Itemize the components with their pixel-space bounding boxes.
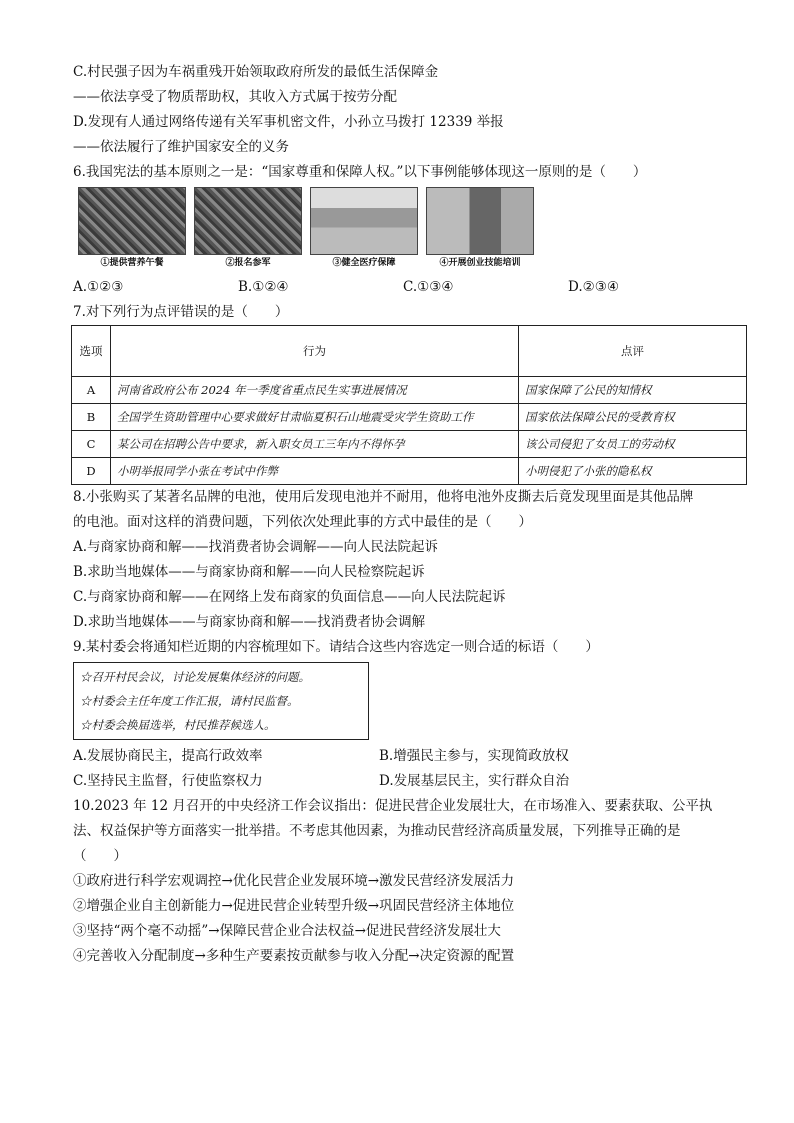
q9-option-b[interactable]: B.增强民主参与，实现简政放权	[379, 748, 569, 764]
q7-row-b-option: B	[72, 404, 111, 431]
q7-row-c-comment: 该公司侵犯了女员工的劳动权	[519, 431, 747, 458]
q6-photo-strip	[79, 187, 733, 269]
q10-item-4: ④完善收入分配制度→多种生产要素按贡献参与收入分配→决定资源的配置	[73, 948, 515, 964]
q8-option-c[interactable]: C.与商家协商和解——在网络上发布商家的负面信息——向人民法院起诉	[73, 589, 506, 605]
q9-notice-item-2: ☆村委会主任年度工作汇报，请村民监督。	[80, 694, 299, 708]
exam-page	[73, 60, 733, 969]
q8-option-b[interactable]: B.求助当地媒体——与商家协商和解——向人民检察院起诉	[73, 564, 425, 580]
q9-option-d[interactable]: D.发展基层民主，实行群众自治	[379, 773, 570, 789]
q9-stem: 9.某村委会将通知栏近期的内容梳理如下。请结合这些内容选定一则合适的标语（ ）	[73, 639, 599, 655]
q6-photo-3-caption: ③健全医疗保障	[332, 258, 396, 268]
table-row	[72, 431, 747, 458]
q6-option-b[interactable]: B.①②④	[238, 279, 289, 295]
q6-option-d[interactable]: D.②③④	[568, 279, 619, 295]
q9-notice-board	[73, 662, 369, 740]
q7-row-b-comment: 国家依法保障公民的受教育权	[519, 404, 747, 431]
q5-option-c: C.村民强子因为车祸重残开始领取政府所发的最低生活保障金	[73, 64, 439, 80]
q7-table-header	[72, 326, 747, 377]
q8-stem-line-1: 8.小张购买了某著名品牌的电池，使用后发现电池并不耐用，他将电池外皮撕去后竟发现里面是其他品牌	[73, 489, 694, 505]
q6-photo-1-caption: ①提供营养午餐	[100, 258, 164, 268]
q5-option-d: D.发现有人通过网络传递有关军事机密文件，小孙立马拨打 12339 举报	[73, 114, 504, 130]
q6-photo-1-image	[78, 187, 186, 255]
q9-option-a[interactable]: A.发展协商民主，提高行政效率	[73, 748, 263, 764]
q6-photo-3	[311, 187, 417, 269]
q7-row-b-behavior: 全国学生资助管理中心要求做好甘肃临夏积石山地震受灾学生资助工作	[111, 404, 519, 431]
q9-options-row-2	[73, 769, 733, 794]
q6-photo-1	[79, 187, 185, 269]
q6-photo-4	[427, 187, 533, 269]
q6-option-c[interactable]: C.①③④	[403, 279, 454, 295]
q9-options-row-1	[73, 744, 733, 769]
q6-options	[73, 275, 733, 300]
table-row	[72, 404, 747, 431]
q7-row-a-behavior: 河南省政府公布 2024 年一季度省重点民生实事进展情况	[111, 377, 519, 404]
q8-option-d[interactable]: D.求助当地媒体——与商家协商和解——找消费者协会调解	[73, 614, 426, 630]
q7-header-behavior: 行为	[111, 326, 519, 377]
q7-row-d-option: D	[72, 458, 111, 485]
q9-notice-item-1: ☆召开村民会议，讨论发展集体经济的问题。	[80, 670, 310, 684]
q5-option-d-note: ——依法履行了维护国家安全的义务	[73, 139, 289, 155]
q8-stem-line-2: 的电池。面对这样的消费问题，下列依次处理此事的方式中最佳的是（ ）	[73, 514, 532, 530]
q9-notice-item-3: ☆村委会换届选举，村民推荐候选人。	[80, 718, 276, 732]
q6-option-a[interactable]: A.①②③	[73, 279, 124, 295]
q6-photo-4-caption: ④开展创业技能培训	[439, 258, 521, 268]
q7-row-a-comment: 国家保障了公民的知情权	[519, 377, 747, 404]
q10-item-1: ①政府进行科学宏观调控→优化民营企业发展环境→激发民营经济发展活力	[73, 873, 515, 889]
q7-row-c-behavior: 某公司在招聘公告中要求，新入职女员工三年内不得怀孕	[111, 431, 519, 458]
q7-row-c-option: C	[72, 431, 111, 458]
q7-table	[71, 325, 747, 485]
q6-photo-2-caption: ②报名参军	[225, 258, 271, 268]
q6-photo-2-image	[194, 187, 302, 255]
q8-option-a[interactable]: A.与商家协商和解——找消费者协会调解——向人民法院起诉	[73, 539, 439, 555]
q7-header-comment: 点评	[519, 326, 747, 377]
q7-header-option: 选项	[72, 326, 111, 377]
q7-row-d-behavior: 小明举报同学小张在考试中作弊	[111, 458, 519, 485]
q6-photo-3-image	[310, 187, 418, 255]
q7-row-a-option: A	[72, 377, 111, 404]
q10-stem-line-2: 法、权益保护等方面落实一批举措。不考虑其他因素，为推动民营经济高质量发展，下列推导正确的是	[73, 823, 681, 839]
q10-stem-line-1: 10.2023 年 12 月召开的中央经济工作会议指出：促进民营企业发展壮大，在市场准入、要素获取、公平执	[73, 798, 713, 814]
q6-photo-4-image	[426, 187, 534, 255]
table-row	[72, 458, 747, 485]
q5-option-c-note: ——依法享受了物质帮助权，其收入方式属于按劳分配	[73, 89, 397, 105]
q6-stem: 6.我国宪法的基本原则之一是：“国家尊重和保障人权。”以下事例能够体现这一原则的是（ ）	[73, 164, 647, 180]
q10-stem-line-3: （ ）	[73, 848, 127, 864]
q10-item-3: ③坚持“两个毫不动摇”→保障民营企业合法权益→促进民营经济发展壮大	[73, 923, 501, 939]
q7-stem: 7.对下列行为点评错误的是（ ）	[73, 304, 289, 320]
table-row	[72, 377, 747, 404]
q7-row-d-comment: 小明侵犯了小张的隐私权	[519, 458, 747, 485]
q6-photo-2	[195, 187, 301, 269]
q9-option-c[interactable]: C.坚持民主监督，行使监察权力	[73, 773, 263, 789]
q10-item-2: ②增强企业自主创新能力→促进民营企业转型升级→巩固民营经济主体地位	[73, 898, 515, 914]
